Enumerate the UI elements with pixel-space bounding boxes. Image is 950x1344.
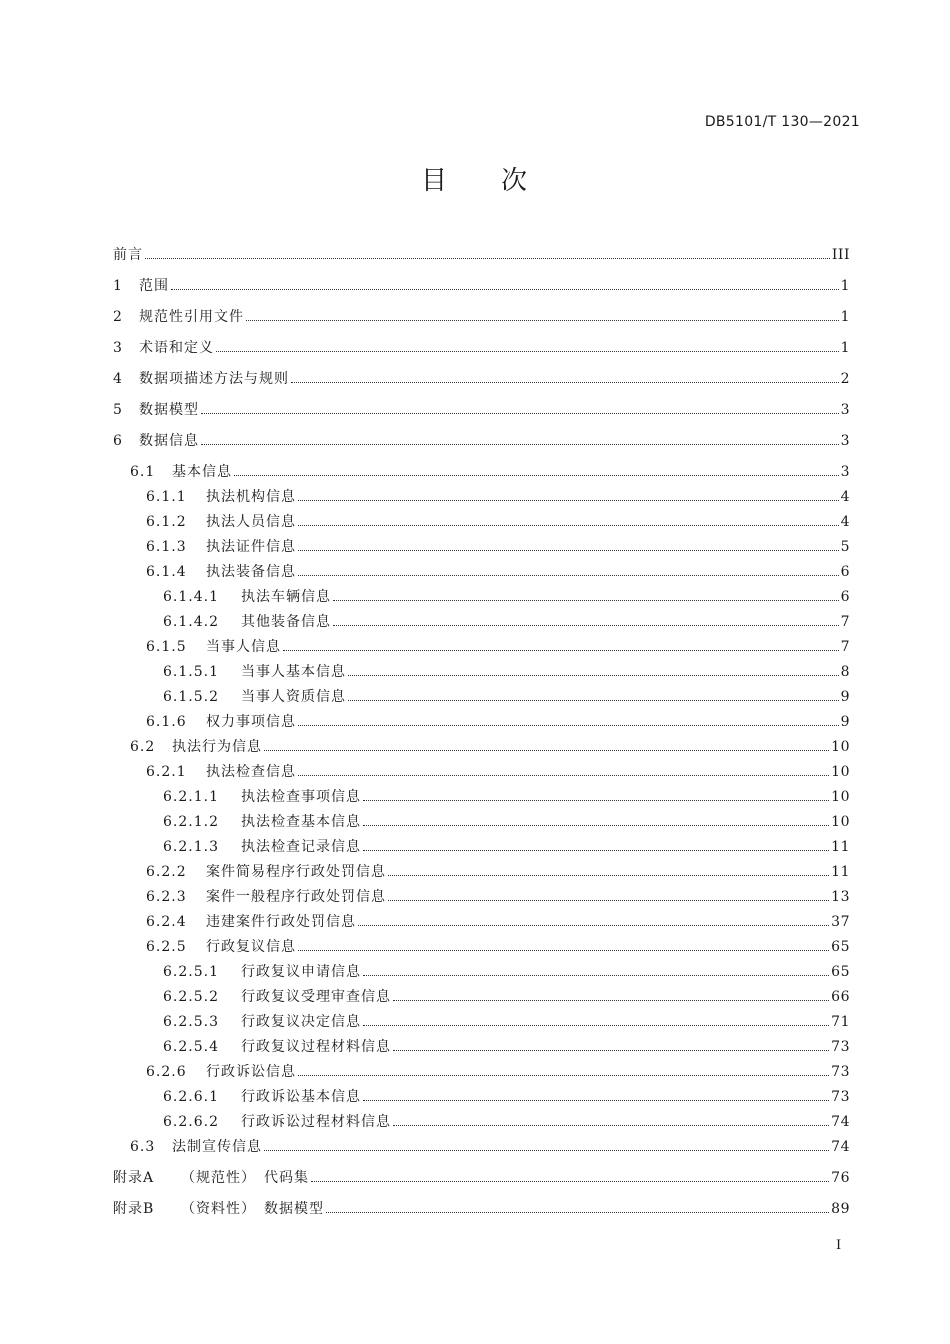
toc-dot-leader bbox=[393, 1050, 829, 1051]
toc-entry-page: III bbox=[831, 247, 850, 263]
toc-dot-leader bbox=[363, 800, 829, 801]
toc-entry-label: 执法检查信息 bbox=[206, 764, 296, 780]
toc-entry-number: 6.2.6.1 bbox=[163, 1089, 219, 1105]
toc-dot-leader bbox=[283, 650, 839, 651]
toc-dot-leader bbox=[393, 1000, 829, 1001]
toc-entry-number: 5 bbox=[113, 402, 123, 418]
toc-entry-number: 6.2.5 bbox=[146, 939, 187, 955]
toc-entry-number: 6.2.1.2 bbox=[163, 814, 219, 830]
toc-entry[interactable] bbox=[113, 430, 850, 450]
toc-entry[interactable] bbox=[146, 511, 850, 531]
toc-entry-number: 6.2.1 bbox=[146, 764, 187, 780]
toc-entry-number: 6.2.6.2 bbox=[163, 1114, 219, 1130]
toc-entry-label: 行政复议申请信息 bbox=[241, 964, 361, 980]
toc-entry-number: 6.1 bbox=[130, 464, 156, 480]
toc-dot-leader bbox=[201, 413, 839, 414]
toc-entry-page: 11 bbox=[831, 839, 850, 855]
toc-entry-page: 10 bbox=[831, 789, 850, 805]
toc-entry-page: 66 bbox=[831, 989, 850, 1005]
toc-entry-label: 违建案件行政处罚信息 bbox=[206, 914, 356, 930]
toc-entry-number: 附录A bbox=[113, 1170, 155, 1186]
toc-entry-page: 37 bbox=[831, 914, 850, 930]
toc-dot-leader bbox=[363, 850, 829, 851]
toc-dot-leader bbox=[264, 1150, 829, 1151]
toc-entry-number: 6.1.5 bbox=[146, 639, 187, 655]
toc-entry-number: 6.1.4.1 bbox=[163, 589, 219, 605]
toc-entry-page: 7 bbox=[840, 614, 850, 630]
toc-entry[interactable] bbox=[146, 886, 850, 906]
toc-entry-label: 行政诉讼信息 bbox=[206, 1064, 296, 1080]
toc-entry-page: 73 bbox=[831, 1089, 850, 1105]
toc-entry-page: 3 bbox=[840, 464, 850, 480]
toc-entry-page: 2 bbox=[840, 371, 850, 387]
toc-dot-leader bbox=[388, 875, 829, 876]
toc-entry[interactable] bbox=[146, 761, 850, 781]
toc-entry[interactable] bbox=[113, 1167, 850, 1187]
toc-dot-leader bbox=[291, 382, 839, 383]
toc-entry-label: 执法检查事项信息 bbox=[241, 789, 361, 805]
toc-entry-label: （规范性） 代码集 bbox=[181, 1170, 309, 1186]
toc-dot-leader bbox=[311, 1181, 829, 1182]
toc-entry-label: 当事人信息 bbox=[206, 639, 281, 655]
toc-entry-number: 6 bbox=[113, 433, 123, 449]
toc-entry-number: 6.1.1 bbox=[146, 489, 187, 505]
toc-entry-number: 1 bbox=[113, 278, 123, 294]
toc-entry-label: 当事人基本信息 bbox=[241, 664, 346, 680]
toc-entry-page: 11 bbox=[831, 864, 850, 880]
toc-entry-page: 1 bbox=[840, 340, 850, 356]
toc-entry-page: 5 bbox=[840, 539, 850, 555]
toc-entry[interactable] bbox=[163, 986, 850, 1006]
toc-entry-page: 73 bbox=[831, 1039, 850, 1055]
toc-entry-page: 10 bbox=[831, 739, 850, 755]
toc-dot-leader bbox=[298, 575, 839, 576]
toc-entry[interactable] bbox=[163, 1111, 850, 1131]
toc-entry-number: 6.2.1.1 bbox=[163, 789, 219, 805]
toc-entry-number: 6.1.5.2 bbox=[163, 689, 219, 705]
toc-dot-leader bbox=[348, 675, 839, 676]
toc-entry-number: 6.1.3 bbox=[146, 539, 187, 555]
toc-entry-number: 6.2.5.4 bbox=[163, 1039, 219, 1055]
toc-dot-leader bbox=[298, 725, 839, 726]
toc-dot-leader bbox=[298, 950, 829, 951]
toc-entry-number: 附录B bbox=[113, 1201, 155, 1217]
toc-entry-page: 76 bbox=[831, 1170, 850, 1186]
toc-entry-label: 行政复议决定信息 bbox=[241, 1014, 361, 1030]
toc-entry-page: 3 bbox=[840, 402, 850, 418]
toc-entry-label: 行政诉讼基本信息 bbox=[241, 1089, 361, 1105]
toc-entry[interactable] bbox=[113, 244, 850, 264]
toc-entry[interactable] bbox=[113, 399, 850, 419]
toc-entry[interactable] bbox=[146, 486, 850, 506]
toc-entry-page: 7 bbox=[840, 639, 850, 655]
toc-entry[interactable] bbox=[163, 661, 850, 681]
toc-entry[interactable] bbox=[113, 275, 850, 295]
toc-entry[interactable] bbox=[113, 1198, 850, 1218]
footer-page-number: I bbox=[836, 1238, 842, 1253]
toc-entry[interactable] bbox=[146, 536, 850, 556]
toc-dot-leader bbox=[298, 500, 839, 501]
toc-dot-leader bbox=[171, 289, 839, 290]
toc-dot-leader bbox=[358, 925, 829, 926]
toc-entry-label: 执法机构信息 bbox=[206, 489, 296, 505]
toc-entry-number: 6.1.4.2 bbox=[163, 614, 219, 630]
toc-dot-leader bbox=[264, 750, 829, 751]
toc-entry-label: 基本信息 bbox=[172, 464, 232, 480]
toc-entry[interactable] bbox=[163, 611, 850, 631]
toc-dot-leader bbox=[246, 320, 839, 321]
toc-entry-page: 71 bbox=[831, 1014, 850, 1030]
toc-entry[interactable] bbox=[163, 586, 850, 606]
toc-entry-page: 65 bbox=[831, 939, 850, 955]
toc-entry-label: 数据项描述方法与规则 bbox=[139, 371, 289, 387]
toc-entry-page: 9 bbox=[840, 689, 850, 705]
toc-entry-label: 术语和定义 bbox=[139, 340, 214, 356]
toc-entry-label: 执法车辆信息 bbox=[241, 589, 331, 605]
toc-entry-label: 前言 bbox=[113, 247, 143, 263]
toc-entry-number: 6.1.4 bbox=[146, 564, 187, 580]
toc-entry[interactable] bbox=[163, 786, 850, 806]
toc-entry-page: 65 bbox=[831, 964, 850, 980]
toc-dot-leader bbox=[298, 550, 839, 551]
toc-dot-leader bbox=[393, 1125, 829, 1126]
toc-entry[interactable] bbox=[146, 936, 850, 956]
toc-entry-number: 6.2.1.3 bbox=[163, 839, 219, 855]
toc-dot-leader bbox=[363, 1100, 829, 1101]
toc-dot-leader bbox=[388, 900, 829, 901]
toc-dot-leader bbox=[216, 351, 839, 352]
toc-entry[interactable] bbox=[146, 636, 850, 656]
toc-entry-page: 1 bbox=[840, 278, 850, 294]
toc-entry-number: 6.2.5.2 bbox=[163, 989, 219, 1005]
toc-entry-label: 执法装备信息 bbox=[206, 564, 296, 580]
toc-entry-page: 74 bbox=[831, 1114, 850, 1130]
toc-entry-label: 法制宣传信息 bbox=[172, 1139, 262, 1155]
toc-entry-number: 2 bbox=[113, 309, 123, 325]
toc-entry-page: 6 bbox=[840, 564, 850, 580]
toc-entry[interactable] bbox=[113, 306, 850, 326]
toc-entry[interactable] bbox=[113, 368, 850, 388]
toc-dot-leader bbox=[333, 600, 839, 601]
toc-entry-page: 4 bbox=[840, 514, 850, 530]
document-code: DB5101/T 130—2021 bbox=[704, 114, 860, 130]
toc-entry-page: 8 bbox=[840, 664, 850, 680]
toc-dot-leader bbox=[298, 525, 839, 526]
toc-dot-leader bbox=[363, 975, 829, 976]
toc-dot-leader bbox=[201, 444, 839, 445]
toc-entry[interactable] bbox=[146, 1061, 850, 1081]
toc-entry-number: 6.1.5.1 bbox=[163, 664, 219, 680]
toc-dot-leader bbox=[363, 1025, 829, 1026]
toc-entry[interactable] bbox=[146, 861, 850, 881]
toc-entry[interactable] bbox=[163, 686, 850, 706]
toc-entry-number: 6.2.2 bbox=[146, 864, 187, 880]
toc-entry-number: 6.2.5.3 bbox=[163, 1014, 219, 1030]
toc-entry-label: 行政复议过程材料信息 bbox=[241, 1039, 391, 1055]
toc-entry-page: 74 bbox=[831, 1139, 850, 1155]
toc-entry-page: 1 bbox=[840, 309, 850, 325]
toc-entry[interactable] bbox=[163, 1011, 850, 1031]
toc-dot-leader bbox=[348, 700, 839, 701]
toc-entry-page: 89 bbox=[831, 1201, 850, 1217]
toc-entry[interactable] bbox=[163, 836, 850, 856]
toc-dot-leader bbox=[333, 625, 839, 626]
toc-entry-label: 数据模型 bbox=[139, 402, 199, 418]
toc-entry[interactable] bbox=[130, 736, 850, 756]
toc-entry-label: 执法检查基本信息 bbox=[241, 814, 361, 830]
toc-entry-label: 行政诉讼过程材料信息 bbox=[241, 1114, 391, 1130]
toc-entry-label: 数据信息 bbox=[139, 433, 199, 449]
toc-entry-page: 13 bbox=[831, 889, 850, 905]
toc-entry-label: 案件一般程序行政处罚信息 bbox=[206, 889, 386, 905]
title-char-2: 次 bbox=[501, 166, 530, 196]
toc-dot-leader bbox=[145, 258, 830, 259]
toc-entry-number: 6.3 bbox=[130, 1139, 156, 1155]
toc-entry[interactable] bbox=[163, 811, 850, 831]
toc-entry-page: 3 bbox=[840, 433, 850, 449]
toc-dot-leader bbox=[363, 825, 829, 826]
toc-entry-number: 6.2.6 bbox=[146, 1064, 187, 1080]
toc-entry[interactable] bbox=[163, 1086, 850, 1106]
toc-entry-label: 行政复议受理审查信息 bbox=[241, 989, 391, 1005]
toc-entry-number: 6.1.2 bbox=[146, 514, 187, 530]
title-char-1: 目 bbox=[420, 166, 449, 196]
toc-entry-label: 行政复议信息 bbox=[206, 939, 296, 955]
toc-entry-label: 权力事项信息 bbox=[206, 714, 296, 730]
toc-entry[interactable] bbox=[130, 1136, 850, 1156]
toc-dot-leader bbox=[234, 475, 839, 476]
toc-entry-label: 执法行为信息 bbox=[172, 739, 262, 755]
toc-entry-number: 3 bbox=[113, 340, 123, 356]
toc-entry[interactable] bbox=[113, 337, 850, 357]
toc-entry-label: 案件简易程序行政处罚信息 bbox=[206, 864, 386, 880]
toc-entry[interactable] bbox=[130, 461, 850, 481]
toc-dot-leader bbox=[298, 775, 829, 776]
toc-entry-number: 6.2.4 bbox=[146, 914, 187, 930]
toc-entry-page: 9 bbox=[840, 714, 850, 730]
toc-entry-number: 4 bbox=[113, 371, 123, 387]
toc-entry-number: 6.2.5.1 bbox=[163, 964, 219, 980]
toc-entry-number: 6.2.3 bbox=[146, 889, 187, 905]
toc-entry-label: （资料性） 数据模型 bbox=[181, 1201, 324, 1217]
toc-entry-label: 范围 bbox=[139, 278, 169, 294]
toc-entry-page: 73 bbox=[831, 1064, 850, 1080]
toc-entry-label: 执法检查记录信息 bbox=[241, 839, 361, 855]
toc-entry-page: 6 bbox=[840, 589, 850, 605]
toc-entry-label: 规范性引用文件 bbox=[139, 309, 244, 325]
toc-entry[interactable] bbox=[146, 561, 850, 581]
toc-entry-label: 当事人资质信息 bbox=[241, 689, 346, 705]
toc-entry-label: 执法人员信息 bbox=[206, 514, 296, 530]
toc-entry-page: 4 bbox=[840, 489, 850, 505]
toc-entry[interactable] bbox=[146, 711, 850, 731]
toc-entry[interactable] bbox=[146, 911, 850, 931]
toc-dot-leader bbox=[298, 1075, 829, 1076]
toc-entry-label: 执法证件信息 bbox=[206, 539, 296, 555]
toc-entry-label: 其他装备信息 bbox=[241, 614, 331, 630]
toc-entry[interactable] bbox=[163, 1036, 850, 1056]
toc-entry-page: 10 bbox=[831, 764, 850, 780]
toc-entry-page: 10 bbox=[831, 814, 850, 830]
toc-dot-leader bbox=[326, 1212, 829, 1213]
toc-entry-number: 6.1.6 bbox=[146, 714, 187, 730]
toc-entry[interactable] bbox=[163, 961, 850, 981]
toc-entry-number: 6.2 bbox=[130, 739, 156, 755]
page-title bbox=[0, 160, 950, 197]
